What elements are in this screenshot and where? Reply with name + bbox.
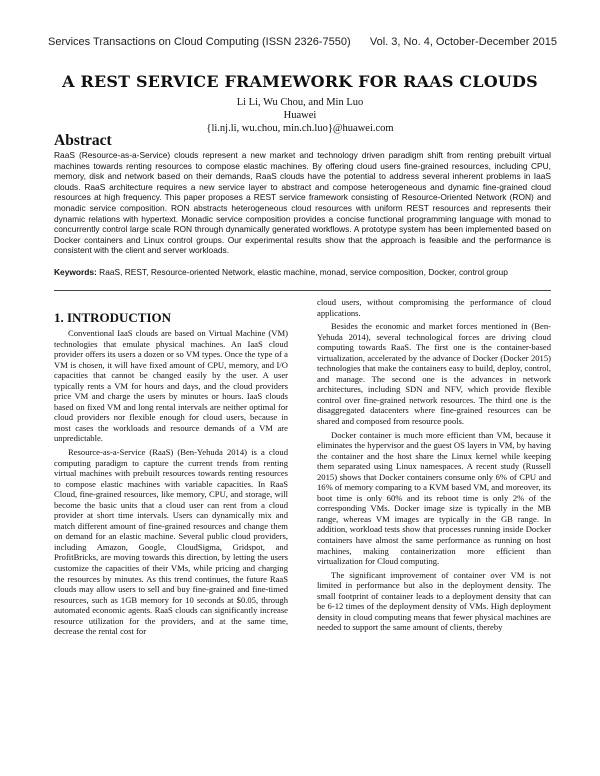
paragraph: Conventional IaaS clouds are based on Virtual Machine (VM) technologies that emulate physical machines. An IaaS cloud provider offers its users a dozen or so VM types. Once the type of a VM is chosen, it will have fixed amount of CPU, memory, and I/O capacities that cannot be changed easily by the user. A user typically rents a VM for hours and days, and the cloud providers price VM and charge the users by minutes or hours. IaaS clouds based on fixed VM and long rental intervals are neither optimal for cloud providers nor flexible enough for cloud users, because in most cases the workloads and resource demands of a VM are unpredictable.	[54, 328, 288, 444]
journal-name: Services Transactions on Cloud Computing (ISSN 2326-7550)	[48, 36, 351, 48]
paragraph: The significant improvement of container over VM is not limited in performance but also in the deployment density. The small footprint of container leads to a deployment density that can be 6-12 times of the deployment density of VMs. High deployment density in cloud computing means that fewer physical machines are needed to support the same amount of clients, thereby	[317, 569, 551, 633]
paragraph: Resource-as-a-Service (RaaS) (Ben-Yehuda 2014) is a cloud computing paradigm to capture the current trends from renting virtual machines with prebuilt resources towards renting resources to compose elastic machines with variable capacities. In RaaS Cloud, fine-grained resources, like memory, CPU, and storage, will become the basic units that a cloud user can rent from a cloud provider at short time intervals. Users can dynamically mix and match different amount of fine-grained resources and change them on demand for an elastic machine. Several public cloud providers, including Amazon, Google, CloudSigma, Gridspot, and ProfitBricks, are moving towards this direction, by letting the users customize the capacities of their VMs, while pricing and charging the resources by minutes. As this trend continues, the future RaaS clouds may allow users to sell and buy fine-grained and fine-timed resources, such as 1GB memory for 10 seconds at $0.05, through automated economic agents. RaaS clouds can significantly increase resource utilization for the providers, and at the same time, decrease the rental cost for	[54, 447, 288, 637]
left-column	[54, 297, 288, 640]
paragraph: cloud users, without compromising the performance of cloud applications.	[317, 297, 551, 318]
running-header	[48, 36, 557, 48]
keywords	[54, 267, 551, 278]
keywords-text: RaaS, REST, Resource-oriented Network, elastic machine, monad, service composition, Docker, control group	[99, 267, 508, 277]
section-divider	[54, 290, 551, 291]
abstract-text: RaaS (Resource-as-a-Service) clouds represent a new market and technology driven paradigm shift from renting prebuilt virtual machines towards renting resources to compose elastic machines. By offering cloud users fine-grained resources, including CPU, memory, disk and network based on their demands, RaaS clouds have the potential to address several inherent problems in IaaS clouds. RaaS architecture requires a new service layer to abstract and compose heterogeneous and dynamic fine-grained cloud resources at high frequency. This paper proposes a REST service framework consisting of Resource-Oriented Network (RON) and monadic service composition. RON abstracts heterogeneous cloud resources with uniform REST resources and represents their dynamic relations with hypertext. Monadic service composition provides a concise functional programming language with monad to concurrently control large scale RON through dynamically generated workflows. A prototype system has been implemented based on Docker containers and Linux control groups. Our experimental results show that the approach is feasible and the performance is consistent with the client and server workloads.	[54, 150, 551, 256]
authors: Li Li, Wu Chou, and Min Luo	[236, 97, 364, 108]
keywords-label: Keywords:	[54, 267, 97, 277]
paragraph: Besides the economic and market forces mentioned in (Ben-Yehuda 2014), several technological forces are driving cloud computing towards RaaS. The first one is the container-based virtualization, accelerated by the advance of Docker (Docker 2015) technologies that make the containers easy to build, deploy, control, and manage. The second one is the advances in network architectures, including SDN and NFV, which provide flexible control over fine-grained network resources. The third one is the disaggregated datacenters where fine-grained resources can be shared and composed from resource pools.	[317, 321, 551, 427]
volume-info: Vol. 3, No. 4, October-December 2015	[369, 36, 557, 48]
right-column	[317, 297, 551, 636]
paper-title: A REST SERVICE FRAMEWORK FOR RAAS CLOUDS	[62, 72, 538, 91]
paragraph: Docker container is much more efficient than VM, because it eliminates the hypervisor and the guest OS layers in VM, by having the container and the host share the Linux kernel while keeping them separated using Linux namespaces. A recent study (Russell 2015) shows that Docker containers consume only 6% of CPU and 16% of memory comparing to a KVM based VM, and moreover, its boot time is only 60% and its reboot time is only 2% of the corresponding VMs. Docker image size is typically in the MB range, whereas VM images are typically in the GB range. In addition, workload tests show that processes running inside Docker containers have almost the same performance as running on host machines, making containerization more efficient than virtualization for Cloud computing.	[317, 429, 551, 567]
affiliation: Huawei	[283, 110, 317, 121]
emails: {li.nj.li, wu.chou, min.ch.luo}@huawei.com	[206, 123, 394, 134]
abstract-heading: Abstract	[54, 132, 112, 149]
section-heading: 1. INTRODUCTION	[54, 310, 172, 325]
